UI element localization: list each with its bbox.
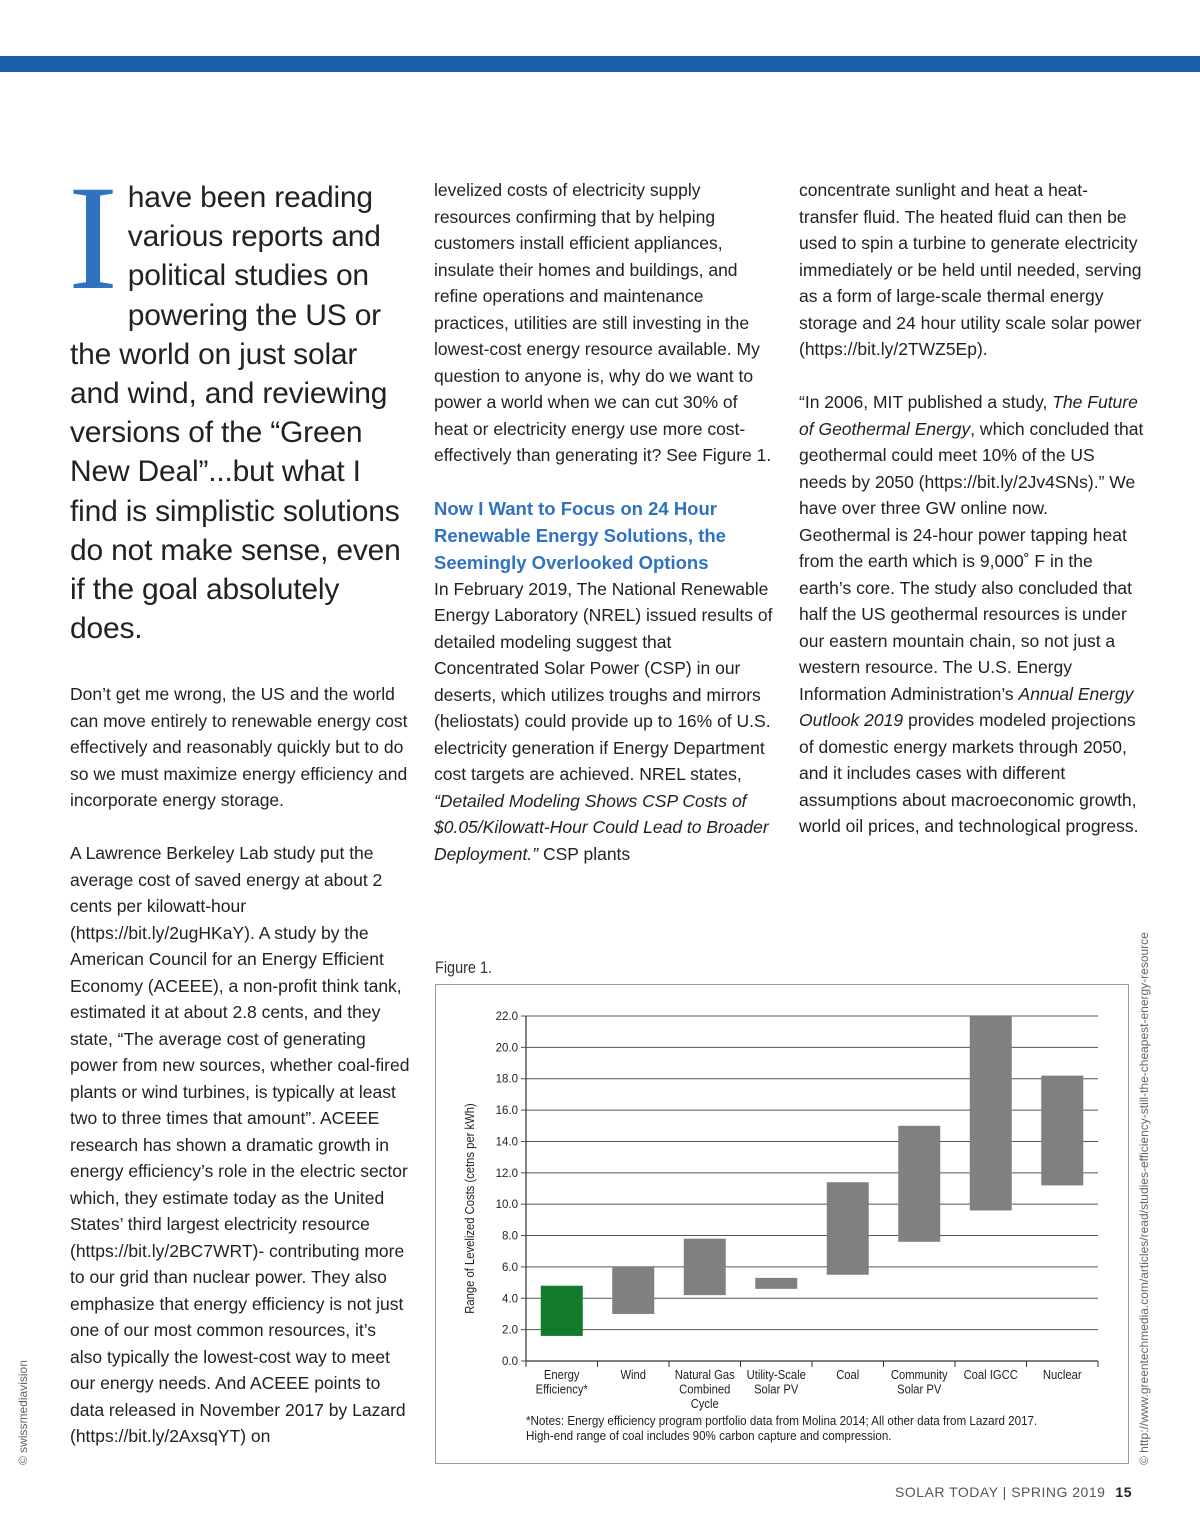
publication-title: The Future of Geothermal Energy xyxy=(799,392,1138,439)
lede-text: have been reading various reports and political studies on powering the US or the world on just solar and wind, and reviewing versions of the “Green New Deal”...but what I find is simplistic solutions do not make sense, even if the goal absolutely does. xyxy=(70,181,401,646)
lede-paragraph xyxy=(68,155,410,648)
article-column-1 xyxy=(68,155,410,1450)
range-bar xyxy=(970,1016,1012,1210)
body-text: provides modeled projections of domestic energy markets through 2050, and it includes cases with different assumptions about macroeconomic growth, world oil prices, and technological progress. xyxy=(799,710,1139,836)
x-category-label: Wind xyxy=(620,1367,647,1383)
x-category-label: Solar PV xyxy=(897,1381,942,1397)
body-paragraph: Don’t get me wrong, the US and the world can move entirely to renewable energy cost effectively and reasonably quickly but to do so we must maximize energy efficiency and incorporate energy storage. xyxy=(70,684,408,811)
levelized-cost-chart xyxy=(435,984,1129,1464)
body-paragraph xyxy=(799,389,1144,840)
x-category-label: Nuclear xyxy=(1042,1367,1082,1383)
article-column-3 xyxy=(799,177,1144,840)
body-text: , which concluded that geothermal could meet 10% of the US needs by 2050 (https://bit.ly/2Jv4SNs).” We have over three GW online now. Geothermal is 24-hour power tapping heat from the earth which is 9,000˚ F in the earth’s core. The study also concluded that half the US geothermal resources is under our eastern mountain chain, so not just a western resource. The U.S. Energy Information Administration’s xyxy=(799,418,1144,704)
range-bar xyxy=(612,1267,654,1314)
body-paragraph: concentrate sunlight and heat a heat-transfer fluid. The heated fluid can then be used to spin a turbine to generate electricity immediately or be held until needed, serving as a form of large-scale thermal energy storage and 24 hour utility scale solar power (https://bit.ly/2TWZ5Ep). xyxy=(799,180,1142,359)
figure-caption: Figure 1. xyxy=(435,958,493,977)
y-axis-label: Range of Levelized Costs (cetns per kWh) xyxy=(462,1103,478,1314)
x-category-label: Utility-Scale xyxy=(746,1367,806,1383)
body-paragraph xyxy=(434,576,774,868)
range-bar xyxy=(541,1286,583,1336)
body-paragraph: levelized costs of electricity supply resources confirming that by helping customers install efficient appliances, insulate their homes and buildings, and refine operations and maintenance practices, utilities are still investing in the lowest-cost energy resource available. My question to anyone is, why do we want to power a world when we can cut 30% of heat or electricity energy use more cost-effectively than generating it? See Figure 1. xyxy=(434,180,772,465)
article-column-2 xyxy=(434,177,774,867)
body-text: In February 2019, The National Renewable Energy Laboratory (NREL) issued results of detailed modeling suggest that Concentrated Solar Power (CSP) in our deserts, which utilizes troughs and mirrors (heliostats) could provide up to 16% of U.S. electricity generation if Energy Department cost targets are achieved. NREL states, xyxy=(434,578,773,784)
y-tick-label: 10.0 xyxy=(495,1199,518,1212)
body-text: CSP plants xyxy=(538,843,631,864)
y-tick-label: 20.0 xyxy=(495,1042,518,1055)
page-number: 15 xyxy=(1115,1484,1132,1500)
source-credit-right: © http://www.greentechmedia.com/articles/read/studies-efficiency-still-the-cheapest-energy-resource xyxy=(1137,932,1151,1465)
x-category-label: Community xyxy=(890,1367,948,1383)
range-bar xyxy=(684,1239,726,1295)
chart-canvas xyxy=(436,985,1130,1465)
y-tick-label: 16.0 xyxy=(495,1105,518,1118)
section-subheading: Now I Want to Focus on 24 Hour Renewable Energy Solutions, the Seemingly Overlooked Options xyxy=(434,497,726,573)
drop-cap: I xyxy=(68,155,118,321)
body-text: “In 2006, MIT published a study, xyxy=(799,392,1053,412)
x-category-label: Combined xyxy=(679,1381,731,1397)
chart-note: *Notes: Energy efficiency program portfolio data from Molina 2014; All other data from Lazard 2017. xyxy=(526,1413,1038,1429)
x-category-label: Solar PV xyxy=(754,1381,799,1397)
page-footer xyxy=(895,1484,1132,1500)
publication-name: SOLAR TODAY | SPRING 2019 xyxy=(895,1484,1106,1500)
body-paragraph: A Lawrence Berkeley Lab study put the average cost of saved energy at about 2 cents per kilowatt-hour (https://bit.ly/2ugHKaY). A study by the American Council for an Energy Efficient Economy (ACEEE), a non-profit think tank, estimated it at about 2.8 cents, and they state, “The average cost of generating power from new sources, whether coal-fired plants or wind turbines, is typically at least two to three times that amount”. ACEEE research has shown a dramatic growth in energy efficiency’s role in the electric sector which, they estimate today as the United States’ third largest electricity resource (https://bit.ly/2BC7WRT)- contributing more to our grid than nuclear power. They also emphasize that energy efficiency is not just one of our most common resources, it’s also typically the lowest-cost way to meet our energy needs. And ACEEE points to data released in November 2017 by Lazard (https://bit.ly/2AxsqYT) on xyxy=(70,843,410,1447)
y-tick-label: 6.0 xyxy=(502,1261,518,1274)
range-bar xyxy=(755,1278,797,1289)
y-tick-label: 22.0 xyxy=(495,1011,518,1023)
publication-title: Annual Energy Outlook 2019 xyxy=(799,683,1134,730)
header-color-bar xyxy=(0,56,1200,72)
y-tick-label: 0.0 xyxy=(502,1356,518,1368)
x-category-label: Energy xyxy=(543,1367,580,1383)
range-bar xyxy=(1041,1076,1083,1186)
x-category-label: Efficiency* xyxy=(535,1381,588,1397)
y-tick-label: 12.0 xyxy=(495,1167,518,1180)
y-tick-label: 4.0 xyxy=(502,1293,518,1306)
chart-note: High-end range of coal includes 90% carbon capture and compression. xyxy=(526,1428,892,1444)
y-tick-label: 8.0 xyxy=(502,1230,518,1243)
range-bar xyxy=(898,1126,940,1242)
photo-credit-left: © swissmediavision xyxy=(16,1360,30,1465)
y-tick-label: 18.0 xyxy=(495,1073,518,1086)
x-category-label: Cycle xyxy=(690,1396,719,1412)
x-category-label: Natural Gas xyxy=(674,1367,735,1383)
x-category-label: Coal xyxy=(836,1367,860,1383)
y-tick-label: 14.0 xyxy=(495,1136,518,1149)
x-category-label: Coal IGCC xyxy=(963,1367,1018,1383)
y-tick-label: 2.0 xyxy=(502,1324,518,1337)
quote-text: “Detailed Modeling Shows CSP Costs of $0.05/Kilowatt-Hour Could Lead to Broader Deployment.” xyxy=(434,790,769,864)
range-bar xyxy=(827,1182,869,1275)
